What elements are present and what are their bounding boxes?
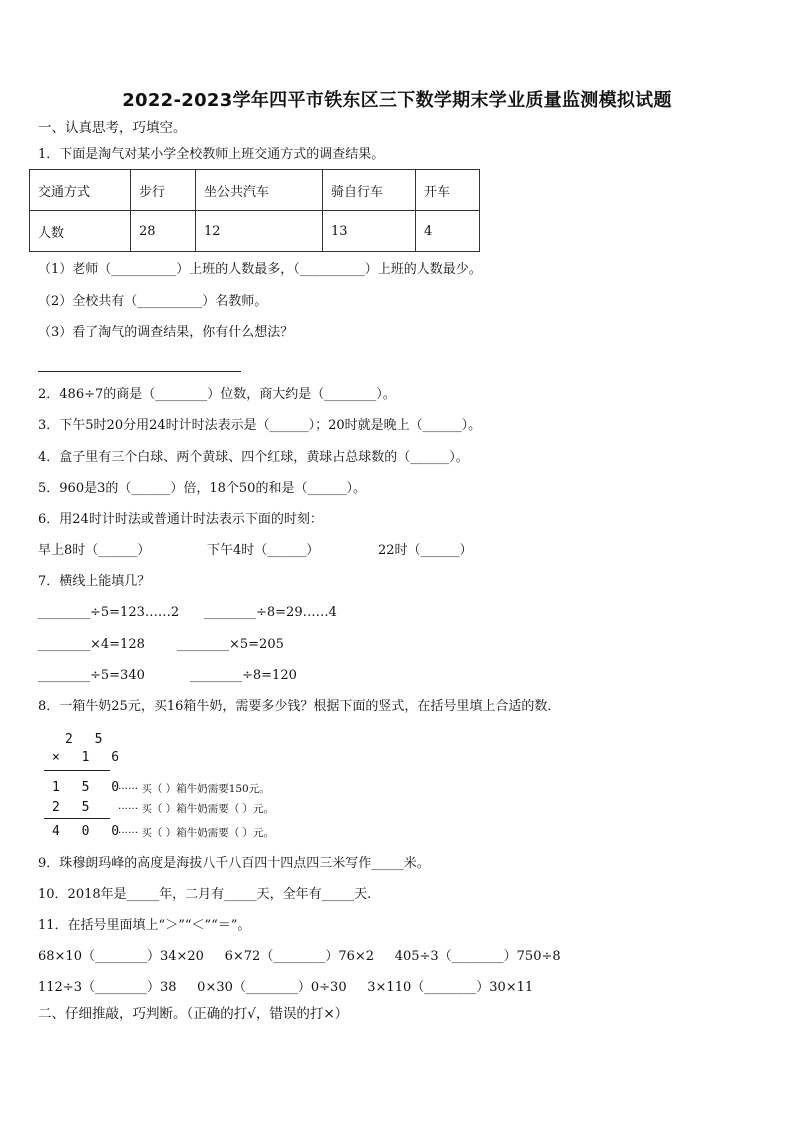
- table-cell: 12: [196, 211, 323, 252]
- question-5: 5．960是3的（______）倍，18个50的和是（______）。: [38, 481, 366, 496]
- partial-product-2: 2 5: [52, 800, 97, 815]
- question-8-stem: 8．一箱牛奶25元，买16箱牛奶，需要多少钱？根据下面的竖式，在括号里填上合适的数．: [38, 699, 561, 714]
- table-cell: 4: [416, 211, 480, 252]
- question-7-row-1b: ________÷8=29……4: [204, 605, 337, 620]
- question-11-row-2: 112÷3（________）38 0×30（________）0÷30 3×110（________）30×11: [38, 980, 534, 995]
- question-11-row-1: 68×10（________）34×20 6×72（________）76×2 405÷3（________）750÷8: [38, 949, 561, 964]
- divider-line: [44, 818, 110, 819]
- question-10: 10．2018年是_____年，二月有_____天，全年有_____天.: [38, 887, 372, 902]
- table-cell: 坐公共汽车: [196, 170, 323, 211]
- survey-table: [29, 169, 480, 252]
- question-6-a: 早上8时（______）: [38, 543, 151, 558]
- question-3: 3．下午5时20分用24时计时法表示是（______）；20时就是晚上（______）。: [38, 418, 482, 433]
- multiplicand: 2 5: [65, 732, 110, 747]
- page-title: 2022-2023学年四平市铁东区三下数学期末学业质量监测模拟试题: [122, 90, 672, 111]
- question-7-stem: 7．横线上能填几？: [38, 574, 151, 589]
- question-9: 9．珠穆朗玛峰的高度是海拔八千八百四十四点四三米写作_____米。: [38, 856, 430, 871]
- table-cell: 人数: [30, 211, 131, 252]
- question-7-row-1a: ________÷5=123……2: [38, 605, 180, 620]
- table-cell: 开车: [416, 170, 480, 211]
- answer-line: [38, 371, 241, 372]
- question-6-stem: 6．用24时计时法或普通计时法表示下面的时刻：: [38, 512, 323, 527]
- section-heading-2: 二、仔细推敲，巧判断。（正确的打√，错误的打×）: [38, 1006, 349, 1022]
- product-note: ······ 买（ ）箱牛奶需要（ ）元。: [118, 827, 275, 839]
- product: 4 0 0: [52, 824, 127, 839]
- question-6-c: 22时（______）: [378, 543, 473, 558]
- table-header-row: [30, 170, 480, 211]
- question-1-part-1: （1）老师（__________）上班的人数最多，（__________）上班的人数最少。: [38, 262, 482, 277]
- table-cell: 28: [131, 211, 196, 252]
- question-6-b: 下午4时（______）: [207, 543, 320, 558]
- question-7-row-3a: ________÷5=340: [38, 668, 145, 683]
- question-7-row-2b: ________×5=205: [177, 637, 284, 652]
- table-row: [30, 211, 480, 252]
- question-11-stem: 11．在括号里面填上“＞”“＜”“＝”。: [38, 918, 251, 933]
- question-7-row-3b: ________÷8=120: [190, 668, 297, 683]
- question-4: 4．盒子里有三个白球、两个黄球、四个红球，黄球占总球数的（______）。: [38, 450, 469, 465]
- section-heading-1: 一、认真思考，巧填空。: [38, 120, 187, 136]
- vertical-multiplication: [38, 728, 398, 840]
- table-cell: 交通方式: [30, 170, 131, 211]
- table-cell: 骑自行车: [323, 170, 416, 211]
- partial-product-2-note: ······ 买（ ）箱牛奶需要（ ）元。: [118, 803, 275, 815]
- table-cell: 13: [323, 211, 416, 252]
- question-2: 2．486÷7的商是（________）位数，商大约是（________）。: [38, 387, 396, 402]
- table-cell: 步行: [131, 170, 196, 211]
- question-1-part-2: （2）全校共有（__________）名教师。: [38, 294, 268, 309]
- partial-product-1-note: ······ 买（ ）箱牛奶需要150元。: [118, 783, 270, 795]
- question-1-part-3: （3）看了淘气的调查结果，你有什么想法？: [38, 325, 294, 340]
- question-1-stem: 1．下面是淘气对某小学全校教师上班交通方式的调查结果。: [38, 147, 385, 162]
- multiplier: × 1 6: [52, 750, 127, 765]
- divider-line: [44, 770, 110, 771]
- partial-product-1: 1 5 0: [52, 780, 127, 795]
- question-7-row-2a: ________×4=128: [38, 637, 145, 652]
